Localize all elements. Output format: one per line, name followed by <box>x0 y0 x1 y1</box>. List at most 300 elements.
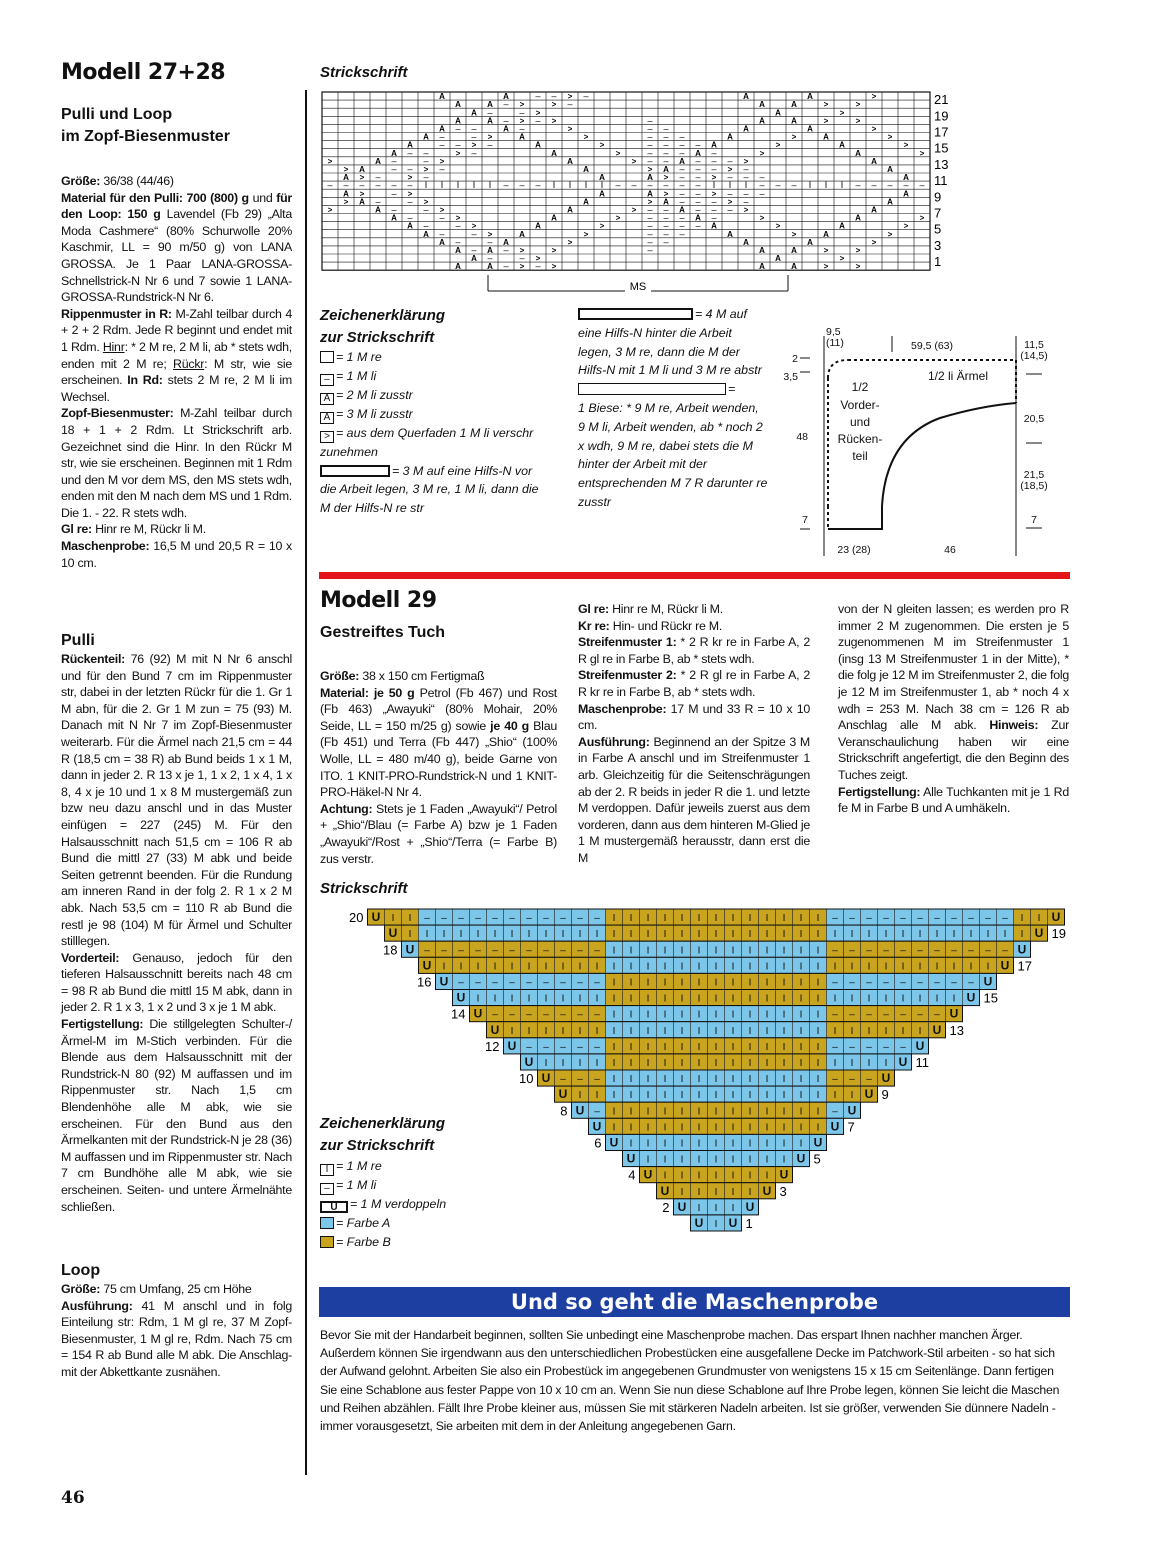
chart2-stitch-mark: I <box>629 961 633 973</box>
chart2-stitch-mark: I <box>646 993 650 1005</box>
chart2-stitch-mark: I <box>697 1138 701 1150</box>
chart1-inc-mark: > <box>583 229 589 239</box>
chart2-stitch-mark: I <box>527 961 531 973</box>
chart1-dec-mark: A <box>343 173 349 183</box>
chart2-left-label: 2 <box>662 1199 670 1215</box>
chart2-stitch-mark: I <box>510 961 514 973</box>
chart2-stitch-mark: I <box>731 1041 735 1053</box>
chart1-inc-mark: > <box>663 189 669 199</box>
chart2-stitch-mark: I <box>765 913 769 925</box>
chart1-purl-mark: – <box>519 253 525 264</box>
svg-text:7: 7 <box>1031 514 1037 526</box>
chart2-stitch-mark: I <box>680 1154 684 1166</box>
ms-label: MS <box>629 281 647 293</box>
chart2-stitch-mark: I <box>918 993 922 1005</box>
chart1-purl-mark: – <box>375 172 381 183</box>
chart1-purl-mark: – <box>695 163 701 174</box>
chart1-dec-mark: A <box>711 140 717 150</box>
chart2-stitch-mark: I <box>816 1106 820 1118</box>
chart2-stitch-mark: I <box>663 1122 667 1134</box>
chart2-stitch-mark: – <box>951 945 957 957</box>
chart1-purl-mark: – <box>391 163 397 174</box>
chart2-stitch-mark: I <box>697 1122 701 1134</box>
legend2-items: I = 1 M re – = 1 M li U = 1 M verdoppeln = Farbe A = Farbe B <box>320 1157 520 1251</box>
color-a-swatch <box>320 1217 334 1229</box>
knit-symbol <box>320 351 334 363</box>
chart2-stitch-mark: U <box>745 1199 755 1214</box>
chart2-stitch-mark: U <box>524 1055 534 1069</box>
chart2-stitch-mark: I <box>697 1154 701 1166</box>
chart1-purl-mark: – <box>695 204 701 215</box>
chart1-purl-mark: – <box>663 212 669 223</box>
chart2-stitch-mark: – <box>849 1074 855 1086</box>
chart1-purl-mark: – <box>487 107 493 118</box>
chart2-stitch-mark: I <box>714 1138 718 1150</box>
chart1-dec-mark: A <box>439 124 445 134</box>
chart1-dec-mark: A <box>855 213 861 223</box>
chart2-right-label: 11 <box>915 1055 929 1070</box>
chart1-dec-mark: A <box>823 229 829 239</box>
chart2-stitch-mark: I <box>612 1122 616 1134</box>
chart1-inc-mark: > <box>615 213 621 223</box>
legend1-item-cable: = 3 M auf eine Hilfs-N vor die Arbeit legen, 3 M re, 1 M li, dann die M der Hilfs-N re str <box>320 463 539 516</box>
chart1-dec-mark: A <box>551 213 557 223</box>
chart2-stitch-mark: U <box>728 1216 738 1230</box>
chart2-stitch-mark: I <box>663 977 667 989</box>
pulli-heading: Pulli <box>61 632 95 649</box>
chart1-inc-mark: > <box>903 221 909 231</box>
chart2-stitch-mark: – <box>594 1009 600 1021</box>
chart1-dec-mark: A <box>519 229 525 239</box>
chart2-stitch-mark: U <box>660 1183 670 1198</box>
chart2-stitch-mark: I <box>595 1025 599 1037</box>
chart1-purl-mark: – <box>359 180 365 191</box>
chart1-inc-mark: > <box>823 116 829 126</box>
chart1-purl-mark: – <box>647 147 653 158</box>
chart2-stitch-mark: I <box>969 961 973 973</box>
chart2-stitch-mark: I <box>663 961 667 973</box>
chart1-dec-mark: A <box>759 262 765 272</box>
chart2-stitch-mark: I <box>1020 913 1024 925</box>
chart2-stitch-mark: U <box>796 1151 806 1166</box>
svg-text:7: 7 <box>802 514 808 526</box>
chart1-purl-mark: – <box>519 123 525 134</box>
chart2-stitch-mark: I <box>714 1122 718 1134</box>
chart2-stitch-mark: U <box>847 1103 857 1118</box>
chart2-stitch-mark: I <box>714 1154 718 1166</box>
chart2-stitch-mark: I <box>527 1025 531 1037</box>
chart2-left-label: 20 <box>349 910 364 926</box>
chart2-stitch-mark: – <box>849 1009 855 1021</box>
chart1-purl-mark: – <box>423 172 429 183</box>
chart1-purl-mark: – <box>663 228 669 239</box>
chart1-dec-mark: A <box>695 148 701 158</box>
chart1-purl-mark: – <box>711 147 717 158</box>
svg-text:46: 46 <box>944 544 956 556</box>
chart2-stitch-mark: I <box>782 993 786 1005</box>
chart2-stitch-mark: I <box>663 1074 667 1086</box>
chart2-stitch-mark: I <box>578 1058 582 1069</box>
chart1-purl-mark: – <box>727 188 733 199</box>
chart2-stitch-mark: I <box>697 1058 701 1069</box>
double-symbol: U <box>320 1201 348 1213</box>
chart2-stitch-mark: I <box>765 1009 769 1021</box>
chart2-stitch-mark: I <box>935 929 939 941</box>
chart1-cable-mark: I <box>472 180 476 191</box>
chart2-stitch-mark: I <box>748 1041 752 1053</box>
chart2-stitch-mark: – <box>526 1009 532 1021</box>
chart1-purl-mark: – <box>455 139 461 150</box>
chart2-stitch-mark: I <box>680 1009 684 1021</box>
svg-text:(11): (11) <box>826 337 844 349</box>
chart2-stitch-mark: – <box>934 977 940 989</box>
chart2-stitch-mark: – <box>526 913 532 925</box>
pulli-body: Rückenteil: 76 (92) M mit N Nr 6 anschl und für den Bund 7 cm im Rippenmuster str, dabei in der letzten Rückr für die 1. Gr 1 M abn, für die 2. Gr 1 M zun = 75 (93) M. Danach mit N Nr 7 im Zopf-Biesenmuster weiterarb. Für die Ärmel nach 21,5 cm = 44 R (18,5 cm = 38 R) ab Bund beids 1 x 1 M, dann in jeder 2. R 13 x je 1, 1 x 2, 1 x 4, 1 x 8, 4 x je 10 und 1 x 8 M mustergemäß zun bzw neu dazu anschl und in das Muster einfügen = 227 (245) M. Für den Halsausschnitt nach 51,5 cm = 106 R ab Bund die mittl 27 (33) M abk und beide Seiten getrennt beenden. Für die Rundung am inneren Rand in der folg 2. R 1 x 2 M abk. Nach 53,5 cm = 110 R ab Bund die restl je 98 (104) M für Ärmel und Schulter stilllegen. Vorderteil: Genauso, jedoch für den tieferen Halsausschnitt bereits nach 48 cm = 98 R ab Bund die mittl 15 M abk, dann in jeder 2. R 1 x 3, 1 x 2 und 3 x je 1 M abk. Fertigstellung: Die stillgelegten Schulter-/Ärmel-M im M-Stich verbinden. Für die Blende aus dem Halsausschnitt mit der Rundstrick-N 80 (92) M auffassen und im Rippenmuster str. Nach 1,5 cm Blendenhöhe alle M abk, wie sie erscheinen. Für den Bund aus den Ärmelkanten mit der Rundstrick-N je 28 (36) M auffassen und im Rippenmuster str. Nach 7 cm Bundhöhe alle M abk, wie sie erscheinen. Seiten- und untere Ärmelnähte schließen. <box>61 652 292 1214</box>
chart2-stitch-mark: I <box>867 929 871 941</box>
chart1-dec-mark: A <box>871 205 877 215</box>
chart2-stitch-mark: I <box>782 961 786 973</box>
chart1-row-label: 11 <box>934 173 948 189</box>
chart2-stitch-mark: – <box>832 1041 838 1053</box>
chart2-stitch-mark: U <box>694 1216 704 1230</box>
chart1-purl-mark: – <box>455 236 461 247</box>
dec2-symbol: A <box>320 393 334 405</box>
chart1-purl-mark: – <box>503 115 509 126</box>
chart2-stitch-mark: I <box>680 1170 684 1182</box>
chart1-purl-mark: – <box>455 220 461 231</box>
chart2-stitch-mark: – <box>1002 913 1008 925</box>
chart1-purl-mark: – <box>711 212 717 223</box>
chart2-stitch-mark: I <box>901 929 905 941</box>
chart1-cable-mark: I <box>568 180 572 191</box>
chart1-purl-mark: – <box>663 180 669 191</box>
chart2-stitch-mark: I <box>595 1090 599 1102</box>
chart2-stitch-mark: I <box>697 945 701 957</box>
loop-heading: Loop <box>61 1262 101 1279</box>
chart2-stitch-mark: I <box>867 1058 871 1069</box>
legend1-items <box>320 348 550 518</box>
chart2-stitch-mark: I <box>697 1025 701 1037</box>
chart1-dec-mark: A <box>551 148 557 158</box>
strickschrift-chart-1 <box>318 88 968 298</box>
chart2-stitch-mark: I <box>765 1138 769 1150</box>
chart2-stitch-mark: – <box>883 945 889 957</box>
chart1-purl-mark: – <box>743 196 749 207</box>
chart1-inc-mark: > <box>359 189 365 199</box>
svg-text:Rücken-: Rücken- <box>837 432 883 446</box>
chart2-stitch-mark: U <box>1051 910 1061 925</box>
chart1-dec-mark: A <box>807 124 813 134</box>
chart2-stitch-mark: I <box>731 993 735 1005</box>
chart2-stitch-mark: I <box>425 929 429 941</box>
chart2-right-label: 15 <box>983 990 998 1006</box>
chart1-purl-mark: – <box>759 188 765 199</box>
chart2-stitch-mark: I <box>884 1058 888 1069</box>
chart1-purl-mark: – <box>695 172 701 183</box>
chart2-stitch-mark: I <box>544 961 548 973</box>
chart2-stitch-mark: I <box>748 1025 752 1037</box>
chart2-stitch-mark: – <box>866 977 872 989</box>
chart1-purl-mark: – <box>663 204 669 215</box>
chart1-purl-mark: – <box>391 155 397 166</box>
chart1-inc-mark: > <box>887 229 893 239</box>
chart1-cable-mark: I <box>440 180 444 191</box>
chart1-inc-mark: > <box>551 262 557 272</box>
chart2-stitch-mark: I <box>663 1154 667 1166</box>
chart1-dec-mark: A <box>903 173 909 183</box>
chart1-purl-mark: – <box>775 180 781 191</box>
chart1-inc-mark: > <box>519 245 525 255</box>
chart1-cable-mark: I <box>552 180 556 191</box>
chart2-stitch-mark: I <box>748 977 752 989</box>
chart2-stitch-mark: I <box>646 1122 650 1134</box>
chart2-stitch-mark: I <box>731 945 735 957</box>
chart2-stitch-mark: I <box>561 961 565 973</box>
chart1-dec-mark: A <box>487 245 493 255</box>
chart1-inc-mark: > <box>519 262 525 272</box>
chart2-stitch-mark: I <box>612 929 616 941</box>
chart2-stitch-mark: I <box>799 1138 803 1150</box>
legend1-title: Zeichenerklärung zur Strickschrift <box>320 307 446 346</box>
chart2-stitch-mark: I <box>697 1090 701 1102</box>
legend1-item-3li: A = 3 M li zusstr <box>320 405 550 424</box>
chart1-purl-mark: – <box>679 212 685 223</box>
chart1-dec-mark: A <box>647 173 653 183</box>
chart2-stitch-mark: – <box>866 1074 872 1086</box>
svg-text:2: 2 <box>792 353 798 365</box>
chart2-stitch-mark: I <box>561 1058 565 1069</box>
chart1-row-label: 15 <box>934 140 949 156</box>
chart2-stitch-mark: U <box>439 974 449 989</box>
chart1-purl-mark: – <box>407 212 413 223</box>
chart1-purl-mark: – <box>343 180 349 191</box>
chart2-stitch-mark: I <box>731 1202 735 1214</box>
chart1-title: Strickschrift <box>320 64 408 81</box>
chart2-stitch-mark: – <box>883 977 889 989</box>
chart2-stitch-mark: – <box>441 945 447 957</box>
chart2-stitch-mark: I <box>816 993 820 1005</box>
chart2-stitch-mark: – <box>577 1009 583 1021</box>
chart1-purl-mark: – <box>679 220 685 231</box>
chart2-stitch-mark: – <box>866 945 872 957</box>
chart1-inc-mark: > <box>839 254 845 264</box>
chart2-stitch-mark: I <box>612 1106 616 1118</box>
chart2-stitch-mark: I <box>459 961 463 973</box>
chart2-stitch-mark: I <box>748 1170 752 1182</box>
chart2-stitch-mark: I <box>510 929 514 941</box>
chart1-dec-mark: A <box>679 205 685 215</box>
chart2-stitch-mark: I <box>646 1041 650 1053</box>
chart2-stitch-mark: I <box>850 993 854 1005</box>
chart1-purl-mark: – <box>327 180 333 191</box>
chart2-stitch-mark: I <box>765 1058 769 1069</box>
chart2-stitch-mark: I <box>833 1025 837 1037</box>
chart2-stitch-mark: I <box>731 1106 735 1118</box>
chart1-dec-mark: A <box>359 164 365 174</box>
chart1-dec-mark: A <box>535 221 541 231</box>
chart2-stitch-mark: I <box>833 961 837 973</box>
maschenprobe-text: Bevor Sie mit der Handarbeit beginnen, sollten Sie unbedingt eine Maschenprobe machen. Das erspart Ihnen nachher manchen Ärger. Außerdem können Sie irgendwann aus den unterschiedlichen Probestücken eine ausgefallene Decke im Patchwork-Stil arbeiten - so hat sich der Aufwand gelohnt. Arbeiten Sie also ein Probestück im angegebenen Grundmuster von wenigstens 15 x 15 cm Seitenlänge. Dann fertigen Sie eine Schablone aus fester Pappe von 10 x 10 cm an. Wenn Sie nun diese Schablone auf Ihre Probe legen, können Sie leicht die Maschen und Reihen abzählen. Fällt Ihre Probe kleiner aus, müssen Sie mit stärkeren Nadeln arbeiten. Ist sie größer, verwenden Sie dünnere Nadeln - immer vorausgesetzt, Sie arbeiten mit dem in der Anleitung angegebenen Garn. <box>320 1328 1060 1434</box>
chart1-purl-mark: – <box>727 155 733 166</box>
chart1-purl-mark: – <box>519 180 525 191</box>
chart2-stitch-mark: – <box>543 977 549 989</box>
chart2-stitch-mark: I <box>646 1009 650 1021</box>
chart2-stitch-mark: I <box>697 1106 701 1118</box>
chart1-inc-mark: > <box>327 156 333 166</box>
chart2-stitch-mark: I <box>629 1041 633 1053</box>
chart2-stitch-mark: I <box>714 1009 718 1021</box>
chart2-stitch-mark: I <box>816 961 820 973</box>
chart1-purl-mark: – <box>711 163 717 174</box>
chart1-inc-mark: > <box>567 124 573 134</box>
chart2-stitch-mark: I <box>782 1009 786 1021</box>
chart2-stitch-mark: I <box>782 945 786 957</box>
chart1-row-label: 3 <box>934 237 942 253</box>
chart2-left-label: 4 <box>628 1167 636 1183</box>
chart2-stitch-mark: I <box>612 945 616 957</box>
chart2-stitch-mark: I <box>748 1058 752 1069</box>
chart2-stitch-mark: I <box>714 993 718 1005</box>
chart1-inc-mark: > <box>855 116 861 126</box>
chart2-stitch-mark: I <box>714 1025 718 1037</box>
chart2-left-label: 8 <box>560 1103 568 1119</box>
chart2-stitch-mark: I <box>714 1074 718 1086</box>
chart2-stitch-mark: I <box>799 1009 803 1021</box>
chart2-stitch-mark: I <box>663 1170 667 1182</box>
chart2-stitch-mark: – <box>577 913 583 925</box>
chart1-dec-mark: A <box>599 173 605 183</box>
chart1-dec-mark: A <box>455 100 461 110</box>
chart2-stitch-mark: I <box>731 913 735 925</box>
chart1-dec-mark: A <box>743 92 749 102</box>
chart1-inc-mark: > <box>359 173 365 183</box>
chart2-stitch-mark: – <box>560 945 566 957</box>
chart2-stitch-mark: – <box>832 913 838 925</box>
chart2-stitch-mark: I <box>578 993 582 1005</box>
chart2-stitch-mark: – <box>968 945 974 957</box>
chart1-purl-mark: – <box>903 180 909 191</box>
chart2-stitch-mark: I <box>544 993 548 1005</box>
chart2-stitch-mark: I <box>697 1186 701 1198</box>
chart1-purl-mark: – <box>551 91 557 102</box>
chart1-dec-mark: A <box>743 124 749 134</box>
chart2-stitch-mark: I <box>765 961 769 973</box>
chart2-right-label: 17 <box>1017 958 1032 974</box>
chart2-stitch-mark: I <box>799 913 803 925</box>
chart1-inc-mark: > <box>727 197 733 207</box>
chart2-stitch-mark: I <box>731 1170 735 1182</box>
chart2-stitch-mark: I <box>680 1090 684 1102</box>
chart2-right-label: 7 <box>847 1119 855 1135</box>
chart1-dec-mark: A <box>791 116 797 126</box>
chart2-stitch-mark: I <box>544 1058 548 1069</box>
chart2-left-label: 10 <box>519 1071 534 1087</box>
chart2-stitch-mark: – <box>832 977 838 989</box>
chart1-inc-mark: > <box>871 237 877 247</box>
chart2-stitch-mark: I <box>629 929 633 941</box>
chart2-stitch-mark: I <box>646 945 650 957</box>
chart2-stitch-mark: – <box>526 945 532 957</box>
chart1-dec-mark: A <box>791 262 797 272</box>
chart2-stitch-mark: I <box>765 1170 769 1182</box>
chart2-stitch-mark: I <box>697 1170 701 1182</box>
chart1-row-labels <box>934 92 948 269</box>
chart2-stitch-mark: U <box>626 1151 636 1166</box>
knit-symbol: I <box>320 1164 334 1176</box>
chart1-inc-mark: > <box>567 92 573 102</box>
chart1-purl-mark: – <box>503 244 509 255</box>
chart1-dec-mark: A <box>439 92 445 102</box>
chart2-stitch-mark: I <box>782 1106 786 1118</box>
chart2-stitch-mark: – <box>917 1009 923 1021</box>
chart2-stitch-mark: – <box>883 1009 889 1021</box>
chart2-stitch-mark: I <box>901 961 905 973</box>
chart2-stitch-mark: – <box>509 977 515 989</box>
chart2-stitch-mark: I <box>459 929 463 941</box>
chart1-inc-mark: > <box>887 132 893 142</box>
chart1-purl-mark: – <box>471 123 477 134</box>
chart1-dec-mark: A <box>439 237 445 247</box>
chart1-inc-mark: > <box>791 132 797 142</box>
chart1-grid <box>322 92 930 270</box>
chart1-inc-mark: > <box>327 205 333 215</box>
chart2-stitch-mark: I <box>714 1090 718 1102</box>
chart1-cable-mark: I <box>728 180 732 191</box>
chart2-stitch-mark: I <box>510 1025 514 1037</box>
chart1-cable-mark: I <box>808 180 812 191</box>
chart2-stitch-mark: U <box>898 1055 908 1069</box>
chart1-purl-mark: – <box>535 261 541 272</box>
chart1-dec-mark: A <box>855 148 861 158</box>
chart2-stitch-mark: I <box>629 945 633 957</box>
chart1-purl-mark: – <box>631 180 637 191</box>
chart1-inc-mark: > <box>455 213 461 223</box>
chart1-purl-mark: – <box>663 139 669 150</box>
chart1-dec-mark: A <box>679 156 685 166</box>
chart1-row-label: 7 <box>934 205 942 221</box>
chart2-stitch-mark: I <box>663 1009 667 1021</box>
chart2-stitch-mark: – <box>951 977 957 989</box>
chart2-stitch-mark: I <box>663 1058 667 1069</box>
garment-schematic <box>780 318 1070 563</box>
chart1-purl-mark: – <box>407 180 413 191</box>
chart2-stitch-mark: I <box>680 1058 684 1069</box>
chart2-stitch-mark: I <box>731 977 735 989</box>
chart2-stitch-mark: I <box>816 1025 820 1037</box>
chart1-purl-mark: – <box>375 180 381 191</box>
chart1-cable-mark: I <box>584 180 588 191</box>
chart1-inc-mark: > <box>839 108 845 118</box>
chart2-stitch-mark: U <box>592 1119 602 1134</box>
chart2-stitch-mark: I <box>748 1122 752 1134</box>
chart1-purl-mark: – <box>471 147 477 158</box>
legend1-item-2li: A = 2 M li zusstr <box>320 386 550 405</box>
chart2-stitch-mark: I <box>680 1138 684 1150</box>
chart2-stitch-mark: I <box>629 1090 633 1102</box>
chart2-stitch-mark: – <box>543 1041 549 1053</box>
chart1-purl-mark: – <box>679 196 685 207</box>
chart1-purl-mark: – <box>647 236 653 247</box>
svg-text:3,5: 3,5 <box>783 371 798 383</box>
chart1-purl-mark: – <box>711 196 717 207</box>
chart2-stitch-mark: I <box>697 993 701 1005</box>
chart2-stitch-mark: – <box>560 913 566 925</box>
chart2-stitch-mark: I <box>561 1025 565 1037</box>
svg-text:20,5: 20,5 <box>1023 413 1045 425</box>
chart2-stitch-mark: – <box>900 1009 906 1021</box>
color-b-swatch <box>320 1236 334 1248</box>
chart1-purl-mark: – <box>423 155 429 166</box>
